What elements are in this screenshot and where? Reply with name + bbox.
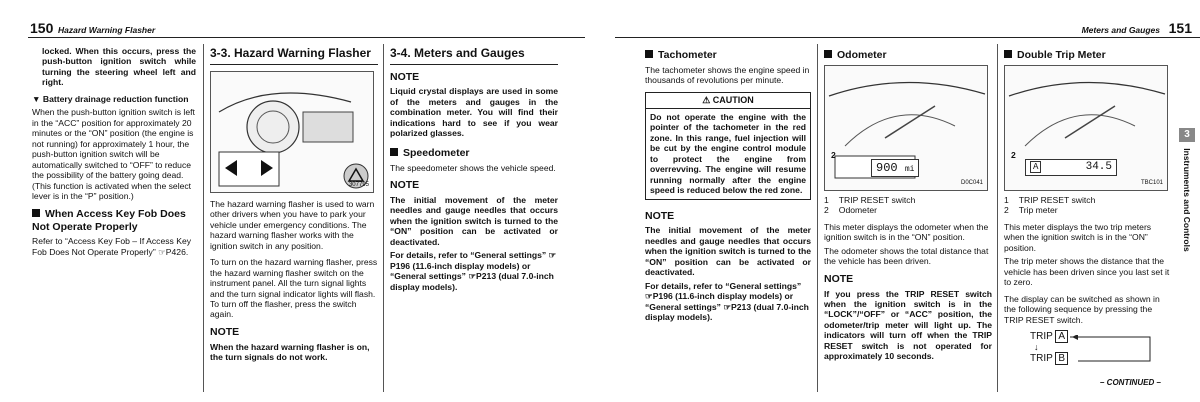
left-page-number: 150	[30, 20, 54, 36]
meters-note-heading: NOTE	[390, 70, 420, 83]
right-page-number: 151	[1168, 20, 1192, 36]
column-1	[32, 46, 196, 263]
odo-unit: mi	[904, 164, 915, 174]
hazard-figure	[210, 71, 374, 193]
dashboard-illustration	[211, 72, 374, 193]
trip-p2: The trip meter shows the distance that the vehicle has been driven since you last set it to zero.	[1004, 256, 1170, 288]
trip-p3: The display can be switched as shown in the following sequence by pressing the TRIP RESET switch.	[1004, 293, 1160, 325]
odo-legend-2: 2 Odometer	[824, 205, 877, 216]
odo-note-heading: NOTE	[824, 272, 854, 285]
left-section-name: Hazard Warning Flasher	[58, 25, 156, 35]
hazard-title: 3-3. Hazard Warning Flasher	[210, 46, 378, 65]
odo-legend-1: 1 TRIP RESET switch	[824, 194, 916, 205]
right-page-header	[615, 0, 1200, 38]
odometer-p1: This meter displays the odometer when the ignition switch is in the “ON” position.	[824, 221, 989, 243]
caution-text: Do not operate the engine with the pointer of the tachometer in the red zone. In this range, fuel injection will be cut by the engine control module to protect the engine from overrevving. The engine will resume running normally after the engine speed is reduced below the red zone.	[650, 111, 806, 196]
odo-callout: 2	[831, 149, 836, 160]
meters-title: 3-4. Meters and Gauges	[390, 46, 558, 65]
trip-sequence	[1030, 331, 1170, 367]
odometer-p2: The odometer shows the total distance that the vehicle has been driven.	[824, 245, 989, 267]
meters-note-text: Liquid crystal displays are used in some of the meters and gauges in the combination meter. You will find their indications hard to see if you wear polarized glasses.	[390, 86, 558, 139]
trip-seq-b: TRIP B	[1030, 353, 1068, 365]
column-3	[390, 46, 558, 298]
return-arrow-icon	[1070, 335, 1160, 365]
hazard-p1: The hazard warning flasher is used to warn other drivers when you have to park your vehicle under emergency conditions. The hazard warning flasher works with the ignition switch in any position.	[210, 198, 375, 251]
left-page-header	[0, 0, 585, 38]
speed-note-text: The initial movement of the meter needles and gauge needles that occurs when the ignition switch is turned to the “ON” position can be activated or deactivated.	[390, 194, 558, 247]
speedometer-heading: Speedometer	[390, 147, 558, 160]
trip-heading: Double Trip Meter	[1004, 49, 1170, 62]
drain-heading: ▼ Battery drainage reduction function	[32, 93, 189, 104]
odometer-display	[871, 159, 919, 178]
figure-code: 307795	[348, 182, 369, 189]
hazard-note-heading: NOTE	[210, 325, 240, 338]
hazard-p2: To turn on the hazard warning flasher, press the hazard warning flasher switch on the instrument panel. All the turn signal lights and the turn signal indicator lights will flash. To turn off the flasher, press the switch again.	[210, 257, 378, 320]
column-6	[1004, 46, 1170, 367]
trip-p1: This meter displays the two trip meters when the ignition switch is in the “ON” position.	[1004, 221, 1152, 253]
trip-value: 34.5	[1085, 160, 1112, 173]
continued-marker: – CONTINUED –	[1100, 378, 1161, 387]
caution-box	[645, 92, 811, 200]
column-4	[645, 46, 811, 329]
trip-legend-2: 2 Trip meter	[1004, 205, 1058, 216]
trip-figure	[1004, 65, 1168, 191]
warning-icon: ⚠	[702, 94, 711, 105]
tachometer-text: The tachometer shows the engine speed in thousands of revolutions per minute.	[645, 64, 810, 86]
odometer-figure	[824, 65, 988, 191]
continued-text: locked. When this occurs, press the push-button ignition switch while turning the steering wheel left and right.	[42, 46, 196, 88]
trip-legend-1: 1 TRIP RESET switch	[1004, 194, 1096, 205]
tachometer-heading: Tachometer	[645, 49, 811, 62]
trip-display	[1025, 159, 1117, 176]
tach-note-heading: NOTE	[645, 209, 675, 222]
trip-seq-a: TRIP A	[1030, 331, 1068, 343]
odometer-heading: Odometer	[824, 49, 992, 62]
tach-note-ref: For details, refer to “General settings” ☞P196 (11.6-inch display models) or “General settings” ☞P213 (dual 7.0-inch display models).	[645, 280, 809, 323]
right-section-name: Meters and Gauges	[1081, 25, 1160, 35]
column-5	[824, 46, 992, 368]
speed-note-heading: NOTE	[390, 179, 420, 192]
fob-heading: When Access Key Fob Does Not Operate Properly	[32, 207, 186, 233]
trip-callout: 2	[1011, 149, 1016, 160]
speed-note-ref: For details, refer to “General settings” ☞P196 (11.6-inch display models) or “General settings” ☞P213 (dual 7.0-inch display models).	[390, 250, 557, 292]
chapter-tab-label: Instruments and Controls	[1182, 148, 1193, 252]
chapter-tab-number: 3	[1179, 128, 1195, 142]
hazard-note-text: When the hazard warning flasher is on, the turn signals do not work.	[210, 341, 370, 363]
column-2	[210, 46, 378, 369]
odo-note-text: If you press the TRIP RESET switch when the ignition switch is in the “LOCK”/“OFF” or “ACC” position, the odometer/trip meter will light up. The indicators will turn off when the TRIP RESET switch is not operated for approximately 10 seconds.	[824, 288, 992, 362]
drain-text: When the push-button ignition switch is left in the “ACC” position for approximately 20 minutes or the “ON” position (the engine is not running) for approximately 1 hour, the push-button ignition switch will be automatically switched to “OFF” to reduce the possibility of the battery going dead. (This function is activated when the select lever is in the “P” position.)	[32, 107, 195, 202]
odo-value: 900	[876, 160, 898, 175]
figure-code: D0C041	[960, 180, 983, 187]
tach-note-text: The initial movement of the meter needles and gauge needles that occurs when the ignition switch is turned to the “ON” position can be activated or deactivated.	[645, 225, 811, 278]
down-arrow-icon: ↓	[1034, 342, 1039, 353]
speedometer-text: The speedometer shows the vehicle speed.	[390, 162, 556, 173]
trip-letter: A	[1030, 161, 1041, 173]
figure-code: TBC101	[1140, 180, 1163, 187]
caution-heading: ⚠ CAUTION	[646, 93, 810, 109]
fob-text: Refer to “Access Key Fob – If Access Key Fob Does Not Operate Properly” ☞P426.	[32, 236, 192, 257]
